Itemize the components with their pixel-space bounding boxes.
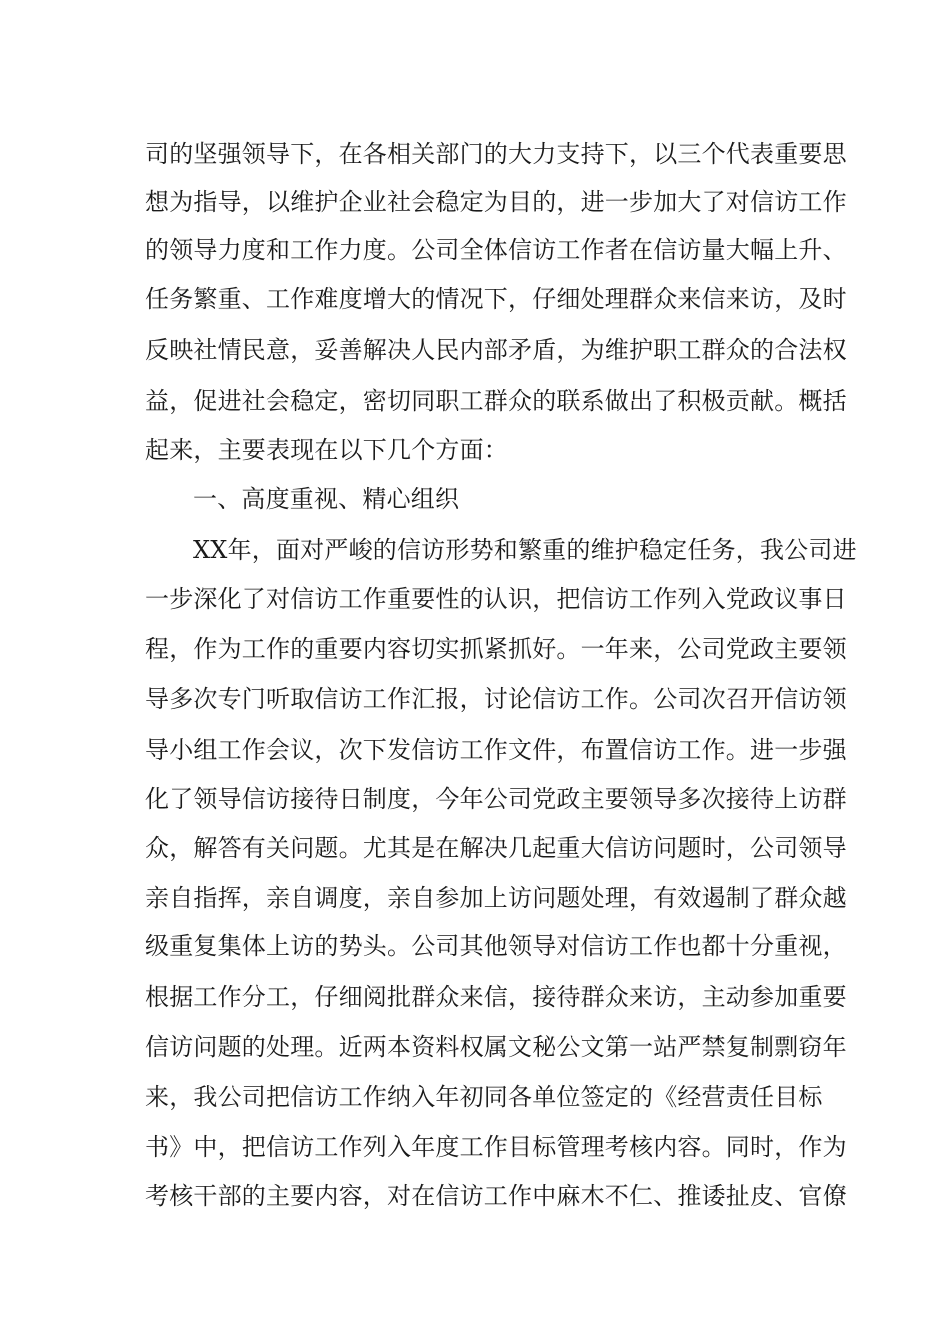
- text-line: 任务繁重、工作难度增大的情况下，仔细处理群众来信来访，及时: [145, 285, 847, 313]
- text-line: 信访问题的处理。近两本资料权属文秘公文第一站严禁复制剽窃年: [145, 1033, 847, 1061]
- text-line: 根据工作分工，仔细阅批群众来信，接待群众来访，主动参加重要: [145, 983, 847, 1011]
- text-line: 导小组工作会议，次下发信访工作文件，布置信访工作。进一步强: [145, 736, 847, 764]
- text-line: 想为指导，以维护企业社会稳定为目的，进一步加大了对信访工作: [145, 188, 847, 216]
- text-line: 考核干部的主要内容，对在信访工作中麻木不仁、推诿扯皮、官僚: [145, 1182, 847, 1210]
- text-line: 一步深化了对信访工作重要性的认识，把信访工作列入党政议事日: [145, 585, 847, 613]
- text-line: 起来，主要表现在以下几个方面：: [145, 436, 508, 464]
- text-line: 化了领导信访接待日制度，今年公司党政主要领导多次接待上访群: [145, 785, 847, 813]
- text-line: 益，促进社会稳定，密切同职工群众的联系做出了积极贡献。概括: [145, 387, 847, 415]
- text-line: 书》中，把信访工作列入年度工作目标管理考核内容。同时，作为: [145, 1133, 847, 1161]
- text-line: 来，我公司把信访工作纳入年初同各单位签定的《经营责任目标: [145, 1083, 823, 1111]
- text-line: 级重复集体上访的势头。公司其他领导对信访工作也都十分重视，: [145, 932, 847, 960]
- text-line: 司的坚强领导下，在各相关部门的大力支持下，以三个代表重要思: [145, 140, 847, 168]
- text-line: XX年，面对严峻的信访形势和繁重的维护稳定任务，我公司进: [193, 536, 857, 564]
- text-line: 亲自指挥，亲自调度，亲自参加上访问题处理，有效遏制了群众越: [145, 884, 847, 912]
- text-line: 程，作为工作的重要内容切实抓紧抓好。一年来，公司党政主要领: [145, 635, 847, 663]
- text-line: 导多次专门听取信访工作汇报，讨论信访工作。公司次召开信访领: [145, 685, 847, 713]
- text-line: 反映社情民意，妥善解决人民内部矛盾，为维护职工群众的合法权: [145, 336, 847, 364]
- text-line: 的领导力度和工作力度。公司全体信访工作者在信访量大幅上升、: [145, 236, 847, 264]
- text-line: 众，解答有关问题。尤其是在解决几起重大信访问题时，公司领导: [145, 834, 847, 862]
- section-heading: 一、高度重视、精心组织: [193, 485, 460, 513]
